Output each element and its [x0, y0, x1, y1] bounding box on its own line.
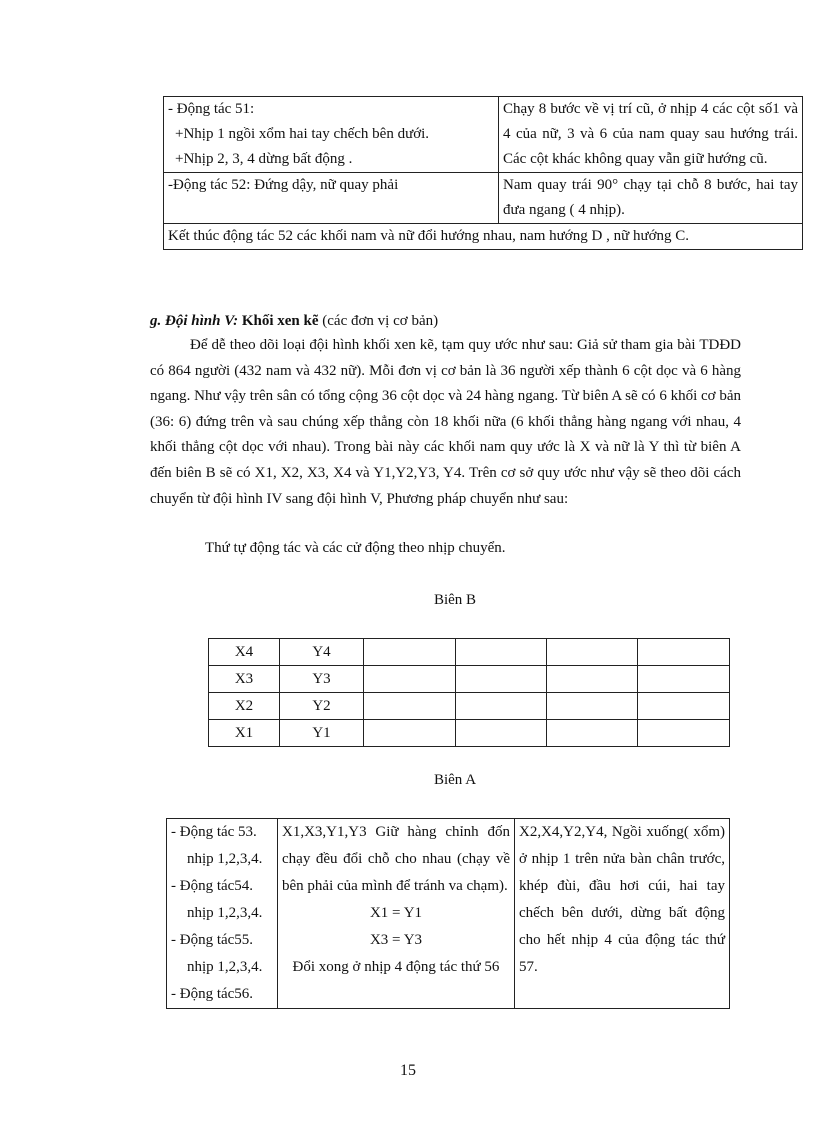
movement-label: - Động tác55. — [171, 932, 254, 948]
equation: X1 = Y1 — [369, 905, 423, 921]
table-cell — [167, 819, 278, 1009]
instruction-text: X1,X3,Y1,Y3 Giữ hàng chỉnh đốn chạy đều đổi chỗ cho nhau (chạy về bên phải của mình để tránh va chạm). — [282, 824, 510, 894]
grid-cell: X3 — [209, 666, 280, 693]
grid-cell — [456, 639, 547, 666]
grid-row — [209, 639, 730, 666]
table-cell: X2,X4,Y2,Y4, Ngồi xuống( xổm) ở nhịp 1 trên nửa bàn chân trước, khép đùi, đầu hơi cúi, hai tay chếch bên dưới, dừng bất động cho hết nhịp 4 của động tác thứ 57. — [515, 819, 730, 1009]
grid-cell — [638, 639, 730, 666]
grid-cell — [364, 693, 456, 720]
formation-grid — [208, 638, 730, 747]
beat-label: nhịp 1,2,3,4. — [187, 905, 263, 921]
heading-suffix: (các đơn vị cơ bản) — [318, 313, 439, 329]
grid-cell — [638, 720, 730, 747]
table-row — [164, 173, 803, 224]
grid-cell — [547, 720, 638, 747]
section-heading — [150, 311, 438, 331]
grid-row — [209, 666, 730, 693]
grid-cell — [547, 693, 638, 720]
table-row — [167, 819, 730, 1009]
grid-cell — [547, 666, 638, 693]
grid-cell: X1 — [209, 720, 280, 747]
movement-step: +Nhịp 1 ngồi xổm hai tay chếch bên dưới. — [175, 126, 430, 142]
beat-label: nhịp 1,2,3,4. — [187, 851, 263, 867]
grid-cell: X2 — [209, 693, 280, 720]
equation: X3 = Y3 — [369, 932, 423, 948]
movement-step: +Nhịp 2, 3, 4 dừng bất động . — [175, 151, 353, 167]
table-cell — [164, 97, 499, 173]
table-cell: -Động tác 52: Đứng dậy, nữ quay phải — [164, 173, 499, 224]
paragraph-text: Để dễ theo dõi loại đội hình khối xen kẽ, tạm quy ước như sau: Giả sử tham gia bài TDĐD có 864 người (432 nam và 432 nữ). Mỗi đơn vị cơ bản là 36 người xếp thành 6 cột dọc và 6 hàng ngang. Như vậy trên sân có tổng cộng 36 cột dọc và 24 hàng ngang. Từ biên A sẽ có 6 khối cơ bản (36: 6) đứng trên và sau chúng xếp thẳng còn 18 khối nữa (6 khối thẳng hàng ngang với nhau, 4 khối thẳng cột dọc với nhau). Trong bài này các khối nam quy ước là X và nữ là Y thì từ biên A đến biên B sẽ có X1, X2, X3, X4 và Y1,Y2,Y3, Y4. Trên cơ sở quy ước như vậy sẽ theo dõi cách chuyển từ đội hình IV sang đội hình V, Phương pháp chuyển như sau: — [150, 337, 741, 507]
grid-cell — [456, 720, 547, 747]
movement-label: - Động tác56. — [171, 986, 254, 1002]
table-cell: Chạy 8 bước về vị trí cũ, ở nhịp 4 các cột số1 và 4 của nữ, 3 và 6 của nam quay sau hướng trái. Các cột khác không quay vẫn giữ hướng cũ. — [499, 97, 803, 173]
grid-cell: X4 — [209, 639, 280, 666]
top-table — [163, 96, 803, 250]
page-number: 15 — [400, 1062, 416, 1079]
table-cell: Kết thúc động tác 52 các khối nam và nữ đổi hướng nhau, nam hướng D , nữ hướng C. — [164, 224, 803, 250]
table-cell: Nam quay trái 90° chạy tại chỗ 8 bước, hai tay đưa ngang ( 4 nhịp). — [499, 173, 803, 224]
grid-cell: Y4 — [280, 639, 364, 666]
grid-row — [209, 693, 730, 720]
grid-cell — [364, 720, 456, 747]
grid-cell — [364, 639, 456, 666]
order-line: Thứ tự động tác và các cử động theo nhịp chuyển. — [205, 540, 506, 556]
bottom-table — [166, 818, 730, 1009]
table-cell — [278, 819, 515, 1009]
heading-prefix: g. Đội hình V: — [150, 313, 239, 329]
table-row — [164, 224, 803, 250]
grid-cell — [456, 666, 547, 693]
grid-cell: Y2 — [280, 693, 364, 720]
instruction-end: Đổi xong ở nhịp 4 động tác thứ 56 — [292, 959, 500, 975]
movement-label: - Động tác54. — [171, 878, 254, 894]
grid-cell — [638, 693, 730, 720]
grid-cell — [456, 693, 547, 720]
movement-label: - Động tác 51: — [168, 101, 255, 117]
heading-title: Khối xen kẽ — [241, 313, 319, 329]
grid-cell: Y3 — [280, 666, 364, 693]
beat-label: nhịp 1,2,3,4. — [187, 959, 263, 975]
grid-row — [209, 720, 730, 747]
movement-label: - Động tác 53. — [171, 824, 257, 840]
bien-a-label: Biên A — [433, 772, 477, 788]
body-paragraph — [150, 333, 741, 512]
grid-cell — [547, 639, 638, 666]
grid-cell — [638, 666, 730, 693]
table-row — [164, 97, 803, 173]
grid-cell — [364, 666, 456, 693]
bien-b-label: Biên B — [433, 592, 477, 608]
grid-cell: Y1 — [280, 720, 364, 747]
